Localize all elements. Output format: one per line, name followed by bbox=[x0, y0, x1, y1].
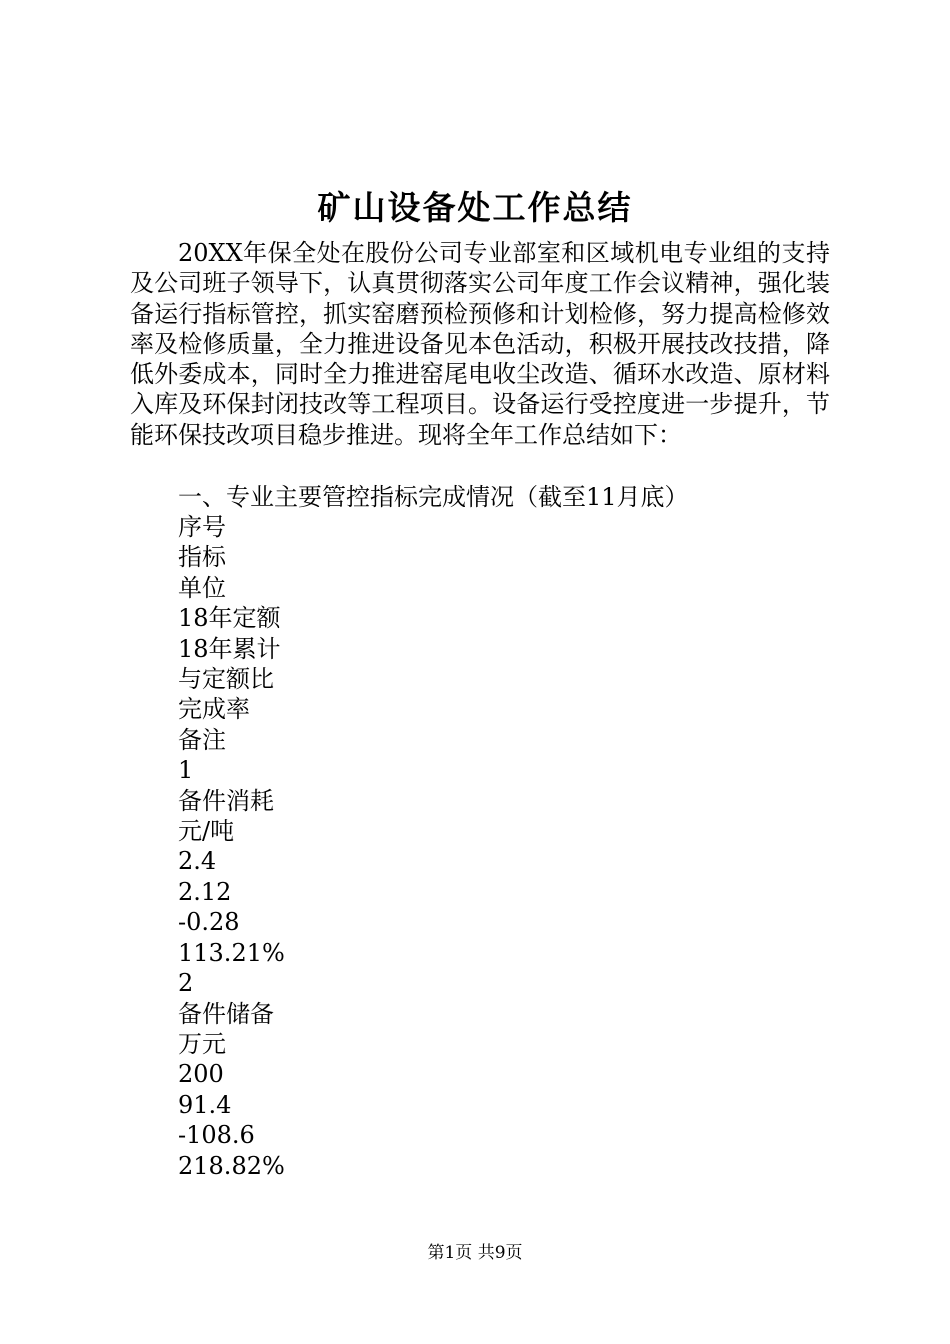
table-cell: 备件消耗 bbox=[178, 786, 274, 815]
table-header-cell: 序号 bbox=[178, 513, 226, 541]
page-footer: 第1页 共9页 bbox=[427, 1243, 523, 1263]
table-cell: 1 bbox=[178, 756, 194, 785]
table-header-cell: 备注 bbox=[178, 725, 226, 754]
table-header-cell: 与定额比 bbox=[178, 665, 274, 694]
table-header-cell: 完成率 bbox=[178, 695, 250, 724]
table-header-cell: 指标 bbox=[178, 543, 226, 572]
table-cell: 备件储备 bbox=[178, 999, 274, 1028]
table-cell: -0.28 bbox=[178, 908, 240, 937]
table-cell: 218.82% bbox=[178, 1151, 285, 1180]
indicator-table bbox=[178, 512, 285, 1181]
document-title: 矿山设备处工作总结 bbox=[317, 188, 633, 227]
section-heading: 一、专业主要管控指标完成情况（截至11月底） bbox=[178, 483, 689, 511]
table-cell: -108.6 bbox=[178, 1121, 255, 1150]
table-cell: 2 bbox=[178, 969, 194, 998]
table-cell: 113.21% bbox=[178, 938, 285, 967]
table-cell: 2.12 bbox=[178, 877, 232, 906]
table-header-cell: 18年累计 bbox=[178, 634, 281, 663]
table-cell: 万元 bbox=[178, 1029, 226, 1058]
table-cell: 元/吨 bbox=[178, 817, 235, 846]
table-cell: 200 bbox=[178, 1060, 224, 1089]
table-header-cell: 18年定额 bbox=[178, 604, 281, 633]
table-header-cell: 单位 bbox=[178, 573, 226, 602]
intro-paragraph: 20XX年保全处在股份公司专业部室和区域机电专业组的支持及公司班子领导下，认真贯彻落实公司年度工作会议精神，强化装备运行指标管控，抓实窑磨预检预修和计划检修，努力提高检修效率及检修质量，全力推进设备见本色活动，积极开展技改技措，降低外委成本，同时全力推进窑尾电收尘改造、循环水改造、原材料入库及环保封闭技改等工程项目。设备运行受控度进一步提升，节能环保技改项目稳步推进。现将全年工作总结如下： bbox=[130, 239, 830, 449]
table-cell: 2.4 bbox=[178, 847, 217, 876]
table-cell: 91.4 bbox=[178, 1090, 232, 1119]
